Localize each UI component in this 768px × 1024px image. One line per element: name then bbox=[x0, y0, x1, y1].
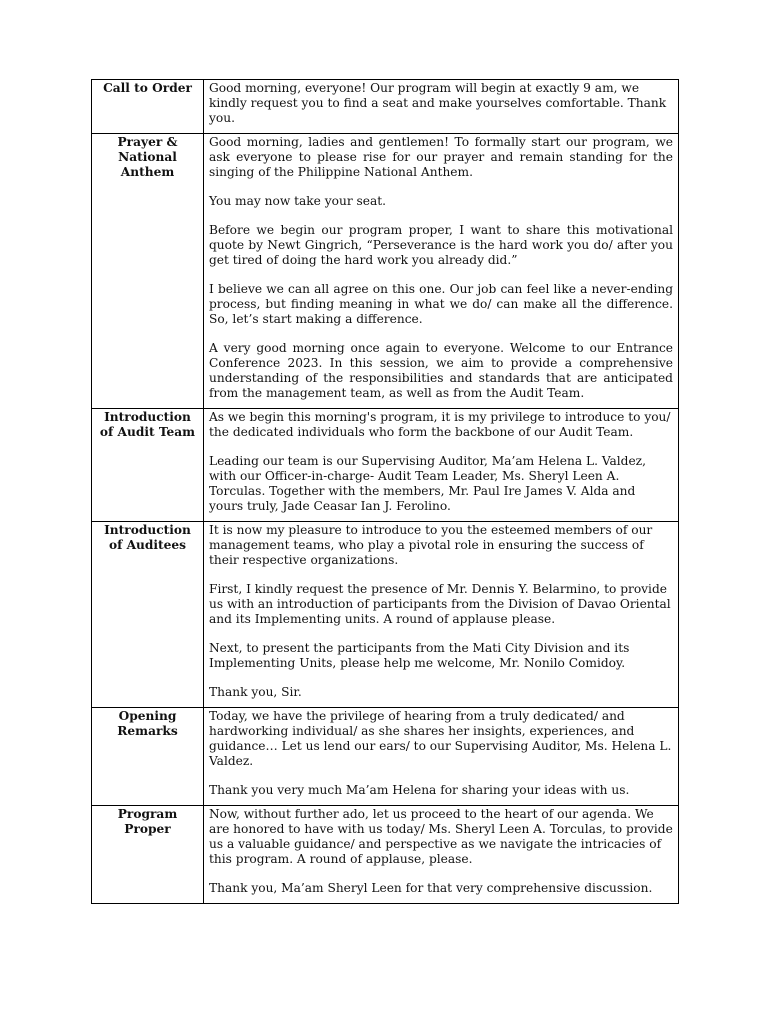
paragraph: Good morning, ladies and gentlemen! To formally start our program, we ask everyone to please rise for our prayer and remain standing for the singing of the Philippine National Anthem. bbox=[209, 135, 673, 179]
section-label: Introduction of Auditees bbox=[92, 522, 204, 708]
paragraph: You may now take your seat. bbox=[209, 194, 387, 208]
section-label: Program Proper bbox=[92, 806, 204, 904]
section-content bbox=[204, 134, 679, 409]
paragraph: I believe we can all agree on this one. Our job can feel like a never-ending process, but finding meaning in what we do/ can make all the difference. So, let’s start making a difference. bbox=[209, 282, 673, 326]
paragraph: First, I kindly request the presence of Mr. Dennis Y. Belarmino, to provide us with an introduction of participants from the Division of Davao Oriental and its Implementing units. A round of applause please. bbox=[209, 582, 671, 626]
paragraph: Before we begin our program proper, I want to share this motivational quote by Newt Gingrich, “Perseverance is the hard work you do/ after you get tired of doing the hard work you already did.” bbox=[209, 223, 673, 267]
table-row bbox=[92, 80, 679, 134]
section-content bbox=[204, 522, 679, 708]
table-row bbox=[92, 134, 679, 409]
section-label: Prayer & National Anthem bbox=[92, 134, 204, 409]
section-content bbox=[204, 708, 679, 806]
paragraph: Leading our team is our Supervising Auditor, Ma’am Helena L. Valdez, with our Officer-in-charge- Audit Team Leader, Ms. Sheryl Leen A. Torculas. Together with the members, Mr. Paul Ire James V. Alda and yours truly, Jade Ceasar Ian J. Ferolino. bbox=[209, 454, 646, 513]
paragraph: Now, without further ado, let us proceed to the heart of our agenda. We are honored to have with us today/ Ms. Sheryl Leen A. Torculas, to provide us a valuable guidance/ and perspective as we navigate the intricacies of this program. A round of applause, please. bbox=[209, 807, 673, 866]
paragraph: As we begin this morning's program, it is my privilege to introduce to you/ the dedicated individuals who form the backbone of our Audit Team. bbox=[209, 410, 671, 439]
section-content bbox=[204, 806, 679, 904]
paragraph: Thank you, Ma’am Sheryl Leen for that very comprehensive discussion. bbox=[209, 881, 653, 895]
table-row bbox=[92, 522, 679, 708]
paragraph: Thank you very much Ma’am Helena for sharing your ideas with us. bbox=[209, 783, 630, 797]
table-row bbox=[92, 806, 679, 904]
section-content bbox=[204, 80, 679, 134]
table-row bbox=[92, 409, 679, 522]
section-label: Opening Remarks bbox=[92, 708, 204, 806]
program-script-table bbox=[91, 79, 679, 904]
paragraph: It is now my pleasure to introduce to you the esteemed members of our management teams, who play a pivotal role in ensuring the success of their respective organizations. bbox=[209, 523, 653, 567]
paragraph: Today, we have the privilege of hearing from a truly dedicated/ and hardworking individual/ as she shares her insights, experiences, and guidance… Let us lend our ears/ to our Supervising Auditor, Ms. Helena L. Valdez. bbox=[209, 709, 672, 768]
paragraph: Thank you, Sir. bbox=[209, 685, 302, 699]
paragraph: Good morning, everyone! Our program will begin at exactly 9 am, we kindly request you to find a seat and make yourselves comfortable. Thank you. bbox=[209, 81, 667, 125]
section-content bbox=[204, 409, 679, 522]
paragraph: Next, to present the participants from the Mati City Division and its Implementing Units, please help me welcome, Mr. Nonilo Comidoy. bbox=[209, 641, 630, 670]
paragraph: A very good morning once again to everyone. Welcome to our Entrance Conference 2023. In this session, we aim to provide a comprehensive understanding of the responsibilities and standards that are anticipated from the management team, as well as from the Audit Team. bbox=[209, 341, 673, 400]
section-label: Introduction of Audit Team bbox=[92, 409, 204, 522]
section-label: Call to Order bbox=[92, 80, 204, 134]
table-row bbox=[92, 708, 679, 806]
